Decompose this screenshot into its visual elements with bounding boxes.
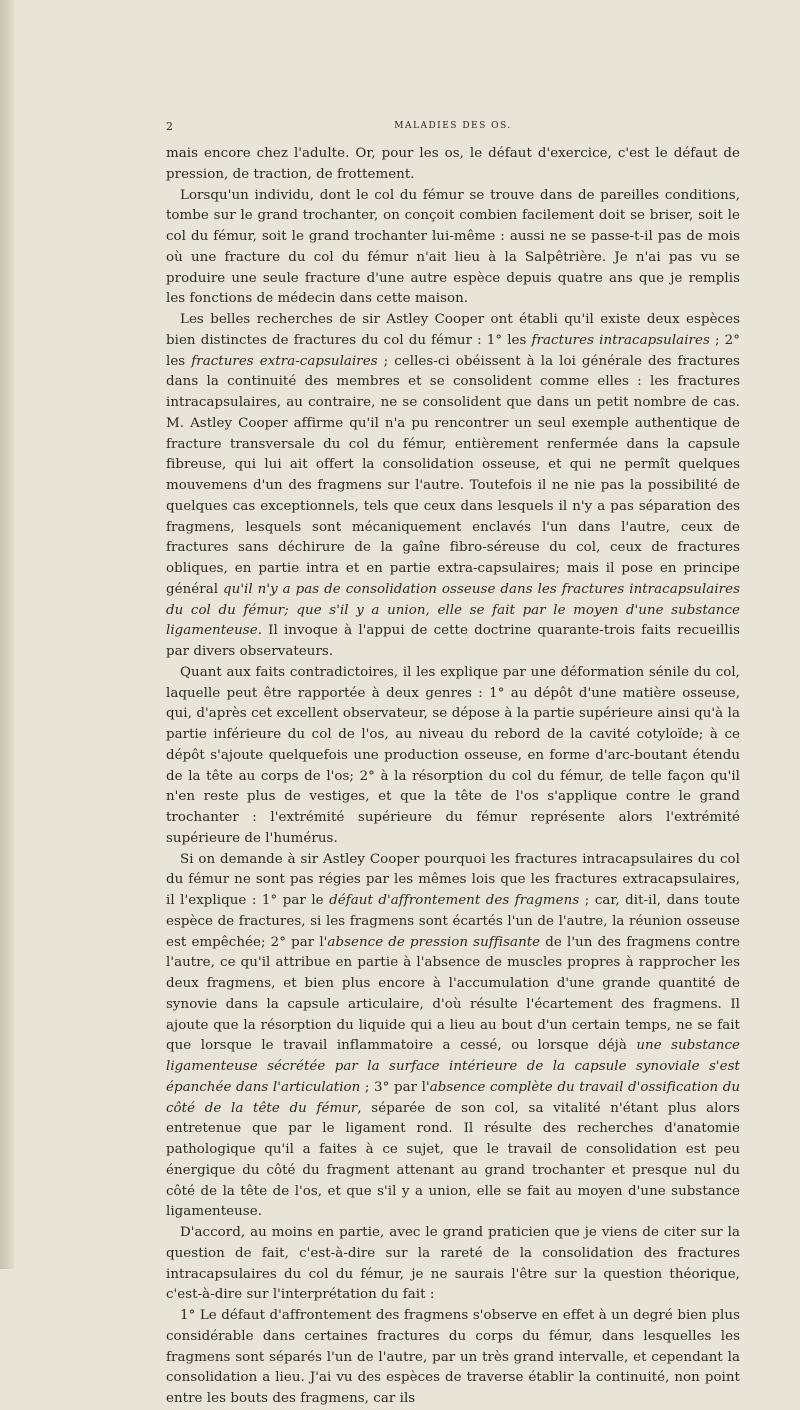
- paragraph: [166, 310, 740, 663]
- italic-text: défaut d'affrontement des fragmens: [329, 893, 580, 908]
- text-run: ; car, dit-il, dans toute espèce de fractures, si les fragmens sont écartés l'un de l'autre, la réunion osseuse est empêchée; 2° par l': [166, 893, 740, 950]
- italic-text: fractures extra-capsulaires: [191, 353, 378, 369]
- paragraph: [166, 186, 740, 311]
- book-binding-edge: [0, 0, 14, 1269]
- paragraph: [166, 1306, 740, 1410]
- text-run: Si on demande à sir Astley Cooper pourquoi les fractures intracapsulaires du col du fémur ne sont pas régies par les mêmes lois que les fractures extracapsulaires, il l'explique : 1° par le: [166, 851, 740, 908]
- italic-text: une substance ligamenteuse sécrétée par la surface intérieure de la capsule synoviale s'est épanchée dans l'articulation: [166, 1038, 740, 1095]
- text-run: Lorsqu'un individu, dont le col du fémur se trouve dans de pareilles conditions, tombe sur le grand trochanter, on conçoit combien facilement doit se briser, soit le col du fémur, soit le grand trochanter lui-même : aussi ne se passe-t-il pas de mois où une fracture du col du fémur n'ait lieu à la Salpêtrière. Je n'ai pas vu se produire une seule fracture d'une autre espèce depuis quatre ans que je remplis les fonctions de médecin dans cette maison.: [166, 187, 740, 307]
- page-number: 2: [166, 120, 173, 133]
- running-head: [166, 120, 740, 136]
- text-run: , séparée de son col, sa vitalité n'étant plus alors entretenue que par le ligament rond. Il résulte des recherches d'anatomie pathologique qu'il a faites à ce sujet, que le travail de consolidation est peu énergique du côté du fragment attenant au grand trochanter et presque nul du côté de la tête de l'os, et que s'il y a union, elle se fait au moyen d'une substance ligamenteuse.: [166, 1100, 740, 1220]
- text-run: de l'un des fragmens contre l'autre, ce qu'il attribue en partie à l'absence de muscles propres à rapprocher les deux fragmens, et bien plus encore à l'accumulation d'une grande quantité de synovie dans la capsule articulaire, d'où résulte l'écartement des fragmens. Il ajoute que la résorption du liquide qui a lieu au bout d'un certain temps, ne se fait que lorsque le travail inflammatoire a cessé, ou lorsque déjà: [166, 934, 741, 1054]
- text-run: ; celles-ci obéissent à la loi générale des fractures dans la continuité des membres et se consolident comme elles : les fractures intracapsulaires, au contraire, ne se consolident que dans un petit nombre de cas. M. Astley Cooper affirme qu'il n'a pu rencontrer un seul exemple authentique de fracture transversale du col du fémur, entièrement renfermée dans la capsule fibreuse, qui lui ait offert la consolidation osseuse, et qui ne permît quelques mouvemens d'un des fragmens sur l'autre. Toutefois il ne nie pas la possibilité de quelques cas exceptionnels, tels que ceux dans lesquels il n'y a pas séparation des fragmens, lesquels sont mécaniquement enclavés l'un dans l'autre, ceux de fractures sans déchirure de la gaîne fibro-séreuse du col, ceux de fractures obliques, en partie intra et en partie extra-capsulaires; mais il pose en principe général: [166, 353, 740, 597]
- italic-text: qu'il n'y a pas de consolidation osseuse dans les fractures intracapsulaires du col du fémur; que s'il y a union, elle se fait par le moyen d'une substance ligamenteuse.: [166, 581, 741, 639]
- text-run: Il invoque à l'appui de cette doctrine quarante-trois faits recueillis par divers observateurs.: [166, 623, 740, 659]
- italic-text: absence complète du travail d'ossification du côté de la tête du fémur: [166, 1079, 741, 1116]
- text-run: 1° Le défaut d'affrontement des fragmens s'observe en effet à un degré bien plus considérable dans certaines fractures du corps du fémur, dans lesquelles les fragmens sont séparés l'un de l'autre, par un très grand intervalle, et cependant la consolidation a lieu. J'ai vu des espèces de traverse établir la continuité, non point entre les bouts des fragmens, car ils: [166, 1308, 740, 1406]
- paragraph: [166, 850, 740, 1224]
- running-title: MALADIES DES OS.: [394, 121, 512, 131]
- text-run: mais encore chez l'adulte. Or, pour les os, le défaut d'exercice, c'est le défaut de pression, de traction, de frottement.: [166, 146, 740, 182]
- paragraph: [166, 144, 740, 186]
- text-run: Les belles recherches de sir Astley Cooper ont établi qu'il existe deux espèces bien distinctes de fractures du col du fémur : 1° les: [166, 312, 740, 348]
- text-run: Quant aux faits contradictoires, il les explique par une déformation sénile du col, laquelle peut être rapportée à deux genres : 1° au dépôt d'une matière osseuse, qui, d'après cet excellent observateur, se dépose à la partie supérieure ainsi qu'à la partie inférieure du col de l'os, au niveau du rebord de la cavité cotyloïde; à ce dépôt s'ajoute quelquefois une production osseuse, en forme d'arc-boutant étendu de la tête au corps de l'os; 2° à la résorption du col du fémur, de telle façon qu'il n'en reste plus de vestiges, et que la tête de l'os s'applique contre le grand trochanter : l'extrémité supérieure du fémur représente alors l'extrémité supérieure de l'humérus.: [166, 664, 740, 846]
- text-run: ; 3° par l': [360, 1079, 430, 1095]
- italic-text: fractures intracapsulaires: [531, 332, 710, 348]
- italic-text: absence de pression suffisante: [327, 934, 541, 950]
- text-run: D'accord, au moins en partie, avec le grand praticien que je viens de citer sur la question de fait, c'est-à-dire sur la rareté de la consolidation des fractures intracapsulaires du col du fémur, je ne saurais l'être sur la question théorique, c'est-à-dire sur l'interprétation du fait :: [166, 1225, 740, 1303]
- paragraph: [166, 1223, 740, 1306]
- book-page: [166, 120, 740, 1410]
- body-text: [166, 144, 740, 1410]
- paragraph: [166, 663, 740, 850]
- text-run: ; 2° les: [166, 332, 740, 369]
